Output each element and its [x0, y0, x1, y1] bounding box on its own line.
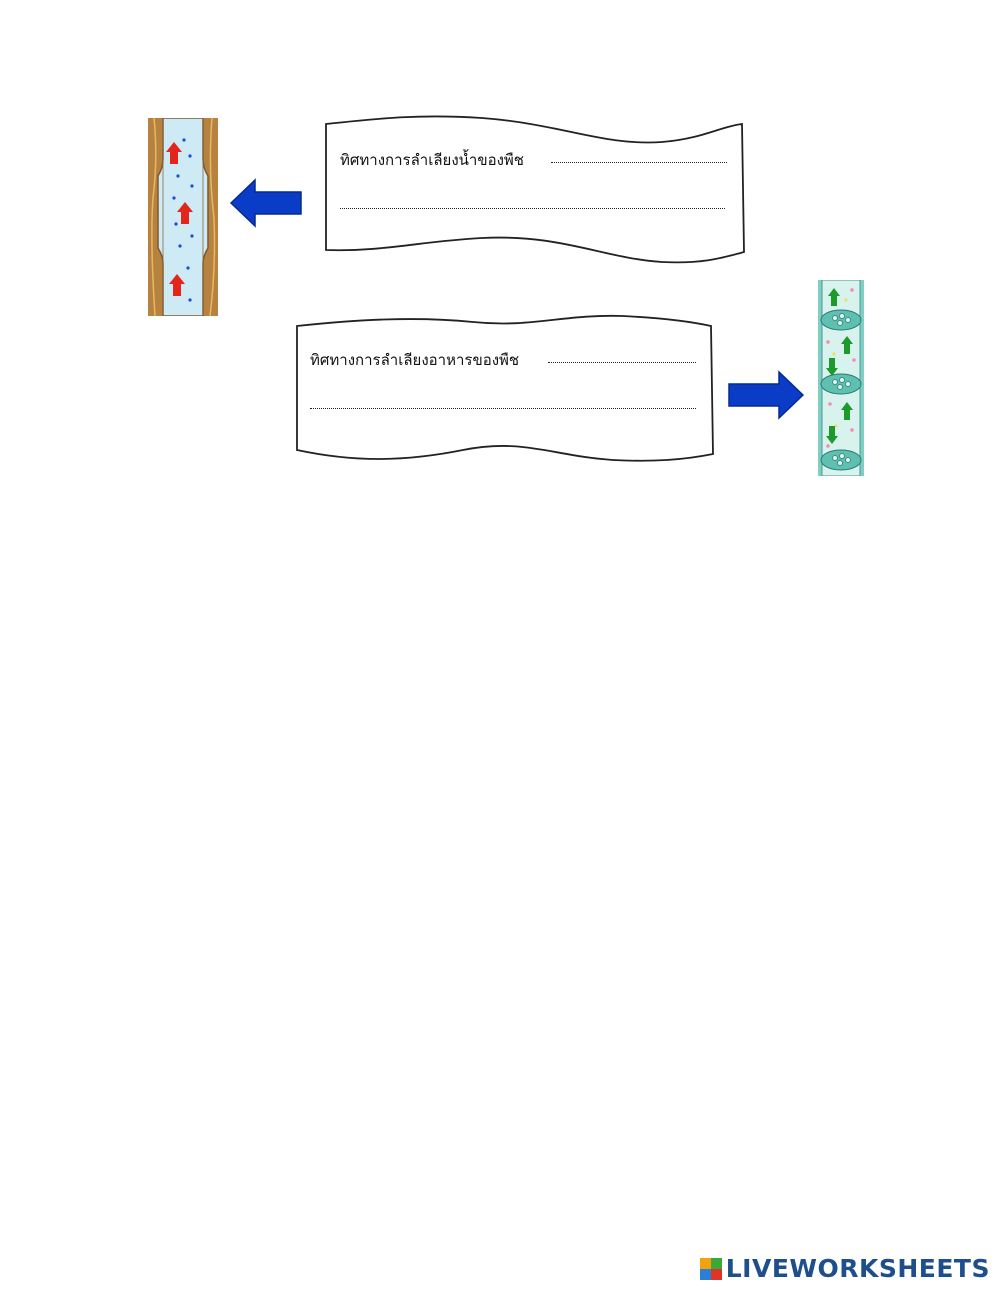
water-answer-line-1[interactable]	[551, 162, 727, 163]
water-banner-shape	[322, 112, 748, 267]
water-answer-line-2[interactable]	[340, 208, 725, 209]
liveworksheets-logo	[700, 1254, 990, 1283]
liveworksheets-brand-text: LIVEWORKSHEETS	[725, 1254, 990, 1283]
food-answer-line-2[interactable]	[310, 408, 696, 409]
xylem-vessel-image	[148, 118, 218, 316]
food-banner-shape	[293, 312, 717, 467]
food-answer-line-1[interactable]	[548, 362, 696, 363]
water-direction-prompt: ทิศทางการลำเลียงน้ำของพืช	[340, 151, 524, 169]
blue-arrow-right-icon	[727, 370, 805, 420]
blue-arrow-left-icon	[229, 178, 303, 228]
phloem-sieve-tube-image	[818, 280, 864, 476]
liveworksheets-logo-icon	[700, 1258, 722, 1280]
food-direction-prompt: ทิศทางการลำเลียงอาหารของพืช	[310, 351, 520, 369]
